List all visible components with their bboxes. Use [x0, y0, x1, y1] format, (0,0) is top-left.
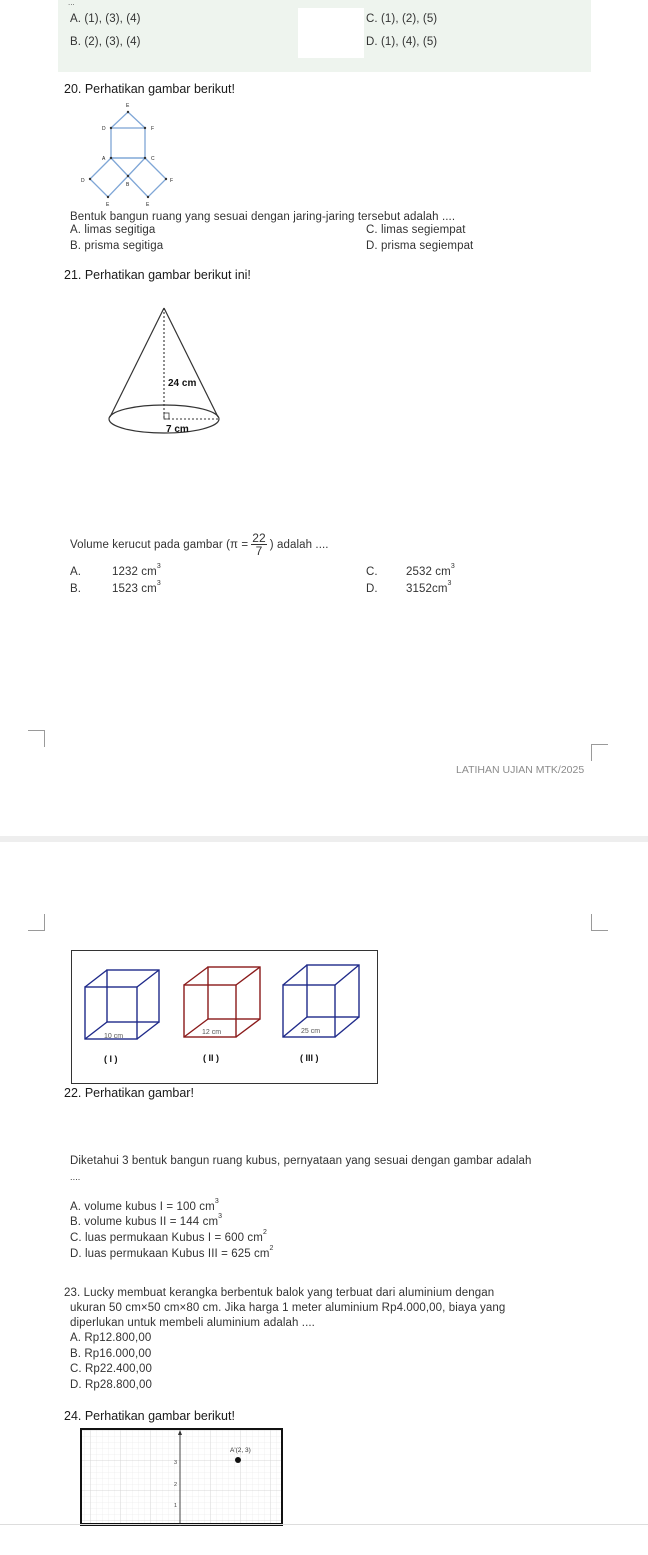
- q21-option-b[interactable]: [112, 582, 161, 595]
- q19-option-a[interactable]: A. (1), (3), (4): [70, 13, 141, 25]
- q21-title: 21. Perhatikan gambar berikut ini!: [64, 268, 251, 282]
- q20-prism-net-figure: [78, 100, 198, 208]
- footer-watermark: LATIHAN UJIAN MTK/2025: [456, 764, 585, 776]
- q22-option-d[interactable]: [70, 1247, 274, 1260]
- q21-option-b-exp: 3: [156, 580, 161, 587]
- q21-option-d-exp: 3: [447, 580, 452, 587]
- q21-question-suffix: ) adalah ....: [269, 538, 329, 551]
- pi-denominator: 7: [255, 544, 263, 558]
- q20-option-b[interactable]: B. prisma segitiga: [70, 240, 164, 252]
- net-label-d-left: D: [81, 178, 85, 184]
- cube-ii-label: 12 cm: [202, 1029, 222, 1036]
- cube-i-label: 10 cm: [104, 1033, 124, 1040]
- page-divider: [0, 836, 648, 842]
- q22-option-b-exp: 3: [218, 1213, 223, 1220]
- q20-title: 20. Perhatikan gambar berikut!: [64, 82, 235, 96]
- q23-line-2: ukuran 50 cm×50 cm×80 cm. Jika harga 1 meter aluminium Rp4.000,00, biaya yang: [70, 1302, 506, 1314]
- q22-option-d-text: D. luas permukaan Kubus III = 625 cm: [70, 1247, 270, 1260]
- q19-white-box: [298, 8, 364, 58]
- q22-option-c-text: C. luas permukaan Kubus I = 600 cm: [70, 1231, 263, 1244]
- point-a-prime-label: A'(2, 3): [230, 1447, 251, 1454]
- cube-iii: [283, 965, 359, 1037]
- q22-cubes-drawing: [72, 951, 376, 1082]
- q21-option-d-letter: D.: [366, 583, 378, 595]
- q19-option-c[interactable]: C. (1), (2), (5): [366, 13, 438, 25]
- q22-question: Diketahui 3 bentuk bangun ruang kubus, pernyataan yang sesuai dengan gambar adalah: [70, 1155, 532, 1167]
- q20-option-c[interactable]: C. limas segiempat: [366, 224, 466, 236]
- crop-mark-bottom-right: [591, 744, 608, 761]
- q21-option-d-value: 3152cm: [406, 582, 448, 595]
- y-tick-2: 2: [174, 1482, 178, 1488]
- q24-coordinate-grid: [80, 1428, 283, 1526]
- q23-option-d[interactable]: D. Rp28.800,00: [70, 1379, 152, 1391]
- q22-question-cont: ....: [70, 1172, 81, 1182]
- cube-ii: [184, 967, 260, 1037]
- q21-option-c-letter: C.: [366, 566, 378, 578]
- q23-option-a[interactable]: A. Rp12.800,00: [70, 1332, 152, 1344]
- top-dots: ...: [68, 0, 75, 7]
- bottom-edge-line: [0, 1524, 648, 1525]
- point-a-prime: [235, 1457, 241, 1463]
- q21-option-a-letter: A.: [70, 566, 82, 578]
- net-label-c: C: [151, 156, 155, 162]
- q21-option-c-exp: 3: [450, 563, 455, 570]
- q22-option-b[interactable]: [70, 1215, 222, 1228]
- y-tick-1: 1: [174, 1503, 178, 1509]
- pi-fraction: [251, 532, 267, 557]
- cone-height-label: 24 cm: [168, 378, 197, 389]
- cube-iii-label: 25 cm: [301, 1028, 321, 1035]
- net-label-f-right: F: [170, 178, 174, 184]
- q23-line-3: diperlukan untuk membeli aluminium adalah ....: [70, 1317, 315, 1329]
- net-label-d-top: D: [102, 126, 106, 132]
- net-label-e-top: E: [126, 103, 130, 109]
- q23-option-b[interactable]: B. Rp16.000,00: [70, 1348, 152, 1360]
- q21-option-a-value: 1232 cm: [112, 565, 157, 578]
- q22-option-a[interactable]: [70, 1200, 219, 1213]
- net-label-e-right: E: [146, 202, 150, 208]
- q21-cone-figure: [108, 305, 226, 441]
- cube-iii-roman: ( III ): [300, 1053, 319, 1063]
- q21-option-c[interactable]: [406, 565, 455, 578]
- q22-option-a-exp: 3: [214, 1198, 219, 1205]
- q22-option-b-text: B. volume kubus II = 144 cm: [70, 1215, 219, 1228]
- crop-mark-top-left: [28, 914, 45, 931]
- q21-question: [70, 532, 329, 557]
- crop-mark-top-right: [591, 914, 608, 931]
- q21-option-b-value: 1523 cm: [112, 582, 157, 595]
- q21-option-c-value: 2532 cm: [406, 565, 451, 578]
- q20-option-a[interactable]: A. limas segitiga: [70, 224, 156, 236]
- q20-question: Bentuk bangun ruang yang sesuai dengan jaring-jaring tersebut adalah ....: [70, 211, 456, 223]
- q22-title: 22. Perhatikan gambar!: [64, 1086, 194, 1100]
- q22-option-c[interactable]: [70, 1231, 267, 1244]
- q21-option-a-exp: 3: [156, 563, 161, 570]
- cube-i-roman: ( I ): [104, 1054, 118, 1064]
- cone-radius-label: 7 cm: [166, 424, 189, 435]
- q23-option-c[interactable]: C. Rp22.400,00: [70, 1363, 152, 1375]
- net-label-f-top: F: [151, 126, 155, 132]
- q21-option-d[interactable]: [406, 582, 452, 595]
- cube-ii-roman: ( II ): [203, 1053, 219, 1063]
- q21-option-a[interactable]: [112, 565, 161, 578]
- q24-title: 24. Perhatikan gambar berikut!: [64, 1409, 235, 1423]
- q20-option-d[interactable]: D. prisma segiempat: [366, 240, 474, 252]
- y-tick-3: 3: [174, 1460, 178, 1466]
- q21-question-prefix: Volume kerucut pada gambar (π =: [70, 538, 249, 551]
- pi-numerator: 22: [252, 531, 266, 545]
- cube-i: [85, 970, 159, 1039]
- q19-option-d[interactable]: D. (1), (4), (5): [366, 36, 438, 48]
- q22-option-a-text: A. volume kubus I = 100 cm: [70, 1200, 215, 1213]
- q22-option-d-exp: 2: [269, 1245, 274, 1252]
- q19-option-b[interactable]: B. (2), (3), (4): [70, 36, 141, 48]
- net-label-a: A: [102, 156, 106, 162]
- q21-option-b-letter: B.: [70, 583, 82, 595]
- net-label-b: B: [126, 182, 130, 188]
- crop-mark-bottom-left: [28, 730, 45, 747]
- q22-option-c-exp: 2: [262, 1229, 267, 1236]
- net-label-e-left: E: [106, 202, 110, 208]
- q23-line-1: 23. Lucky membuat kerangka berbentuk balok yang terbuat dari aluminium dengan: [64, 1287, 495, 1299]
